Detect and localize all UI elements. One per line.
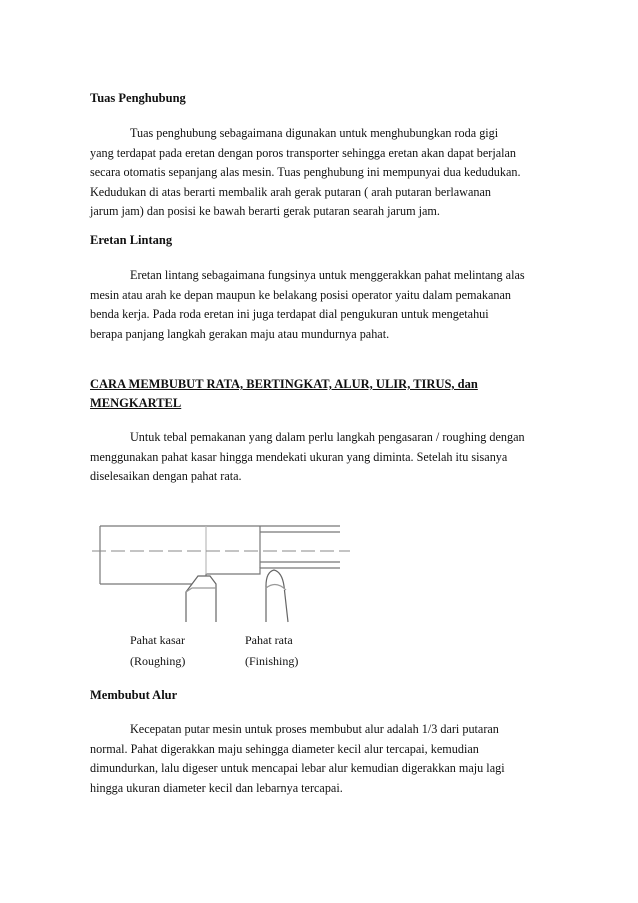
paragraph-eretan-lintang (90, 266, 552, 344)
text-line: menggunakan pahat kasar hingga mendekati ukuran yang diminta. Setelah itu sisanya (90, 449, 508, 464)
text-line: secara otomatis sepanjang alas mesin. Tuas penghubung ini mempunyai dua kedudukan. (90, 165, 521, 180)
text-line: Untuk tebal pemakanan yang dalam perlu langkah pengasaran / roughing dengan (130, 430, 525, 444)
text-line: benda kerja. Pada roda eretan ini juga terdapat dial pengukuran untuk mengetahui (90, 307, 489, 322)
text-line: berapa panjang langkah gerakan maju atau mundurnya pahat. (90, 326, 390, 341)
text-line: Kecepatan putar mesin untuk proses membubut alur adalah 1/3 dari putaran (130, 722, 499, 736)
paragraph-membubut-alur (90, 720, 552, 798)
heading-membubut-alur: Membubut Alur (90, 688, 178, 702)
finishing-tool (266, 570, 288, 622)
heading-eretan-lintang: Eretan Lintang (90, 233, 173, 247)
text-line: dimundurkan, lalu digeser untuk mencapai lebar alur kemudian digerakkan maju lagi (90, 761, 505, 776)
text-line: Tuas penghubung sebagaimana digunakan untuk menghubungkan roda gigi (130, 126, 499, 140)
workpiece (100, 526, 340, 584)
paragraph-cara-membubut (90, 428, 552, 487)
caption-roughing (130, 630, 185, 672)
text-line: mesin atau arah ke depan maupun ke belakang posisi operator yaitu dalam pemakanan (90, 287, 511, 302)
caption-title: Pahat kasar (130, 633, 185, 647)
caption-subtitle: (Finishing) (245, 654, 299, 668)
text-line: Eretan lintang sebagaimana fungsinya untuk menggerakkan pahat melintang alas (130, 268, 525, 282)
roughing-tool (186, 576, 216, 622)
caption-title: Pahat rata (245, 633, 293, 647)
turning-tool-diagram (88, 512, 356, 624)
caption-finishing (245, 630, 298, 672)
text-line: hingga ukuran diameter kecil dan lebarnya tercapai. (90, 780, 343, 795)
text-line: jarum jam) dan posisi ke bawah berarti gerak putaran searah jarum jam. (90, 204, 440, 219)
heading-line: CARA MEMBUBUT RATA, BERTINGKAT, ALUR, ULIR, TIRUS, dan (90, 377, 478, 391)
text-line: Kedudukan di atas berarti membalik arah gerak putaran ( arah putaran berlawanan (90, 184, 491, 199)
heading-cara-membubut (90, 375, 478, 413)
text-line: diselesaikan dengan pahat rata. (90, 469, 242, 484)
heading-tuas-penghubung: Tuas Penghubung (90, 91, 186, 105)
caption-subtitle: (Roughing) (130, 654, 186, 668)
heading-line: MENGKARTEL (90, 396, 182, 410)
text-line: normal. Pahat digerakkan maju sehingga diameter kecil alur tercapai, kemudian (90, 741, 479, 756)
paragraph-tuas-penghubung (90, 124, 552, 222)
text-line: yang terdapat pada eretan dengan poros transporter sehingga eretan akan dapat berjalan (90, 145, 517, 160)
